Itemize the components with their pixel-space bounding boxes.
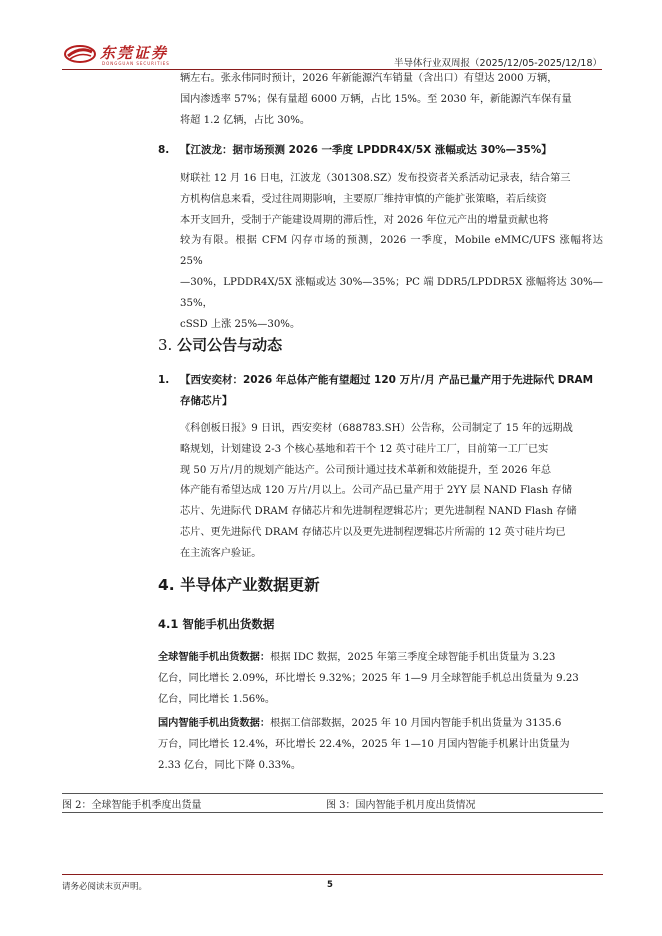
text-line bbox=[158, 648, 603, 669]
logo-chinese-text: 东莞证券 bbox=[100, 44, 169, 62]
item-number: 1. bbox=[158, 374, 170, 386]
text-line: 《科创板日报》9 日讯，西安奕材（688783.SH）公告称，公司制定了 15 年的远期战 bbox=[180, 423, 573, 434]
text-run: 根据 IDC 数据，2025 年第三季度全球智能手机出货量为 3.23 bbox=[270, 652, 556, 663]
section-4-heading: 4. 半导体产业数据更新 bbox=[158, 576, 320, 594]
item-title: 【江波龙：据市场预测 2026 一季度 LPDDR4X/5X 涨幅或达 30%—35%】 bbox=[180, 144, 552, 156]
news-item-8-body bbox=[180, 169, 603, 335]
section-3-heading bbox=[158, 334, 282, 355]
footer-disclaimer: 请务必阅读末页声明。 bbox=[62, 882, 148, 892]
text-line: 2.33 亿台，同比下降 0.33%。 bbox=[158, 759, 302, 771]
section-4-1-heading: 4.1 智能手机出货数据 bbox=[158, 617, 275, 631]
text-line: 将超 1.2 亿辆，占比 30%。 bbox=[180, 114, 311, 126]
section-title: 公司公告与动态 bbox=[177, 336, 283, 354]
logo-english-text: DONGGUAN SECURITIES bbox=[102, 61, 170, 66]
title-line: 存储芯片】 bbox=[180, 395, 233, 407]
footer-divider bbox=[62, 874, 603, 875]
report-title: 半导体行业双周报（2025/12/05-2025/12/18） bbox=[394, 58, 602, 69]
figure-2-caption: 图 2：全球智能手机季度出货量 bbox=[62, 800, 202, 811]
text-line: 亿台，同比增长 1.56%。 bbox=[158, 693, 276, 705]
text-line: 芯片、先进际代 DRAM 存储芯片和先进制程逻辑芯片；更先进制程 NAND Flash 存储 bbox=[180, 506, 577, 518]
news-item-1-body bbox=[180, 419, 603, 565]
title-line: 【西安奕材：2026 年总体产能有望超过 120 万片/月 产品已量产用于先进际代 DRAM bbox=[180, 374, 594, 386]
item-title bbox=[180, 370, 610, 412]
text-line: 在主流客户验证。 bbox=[180, 547, 262, 559]
page-header bbox=[62, 40, 602, 70]
logo-mark-icon bbox=[64, 44, 96, 64]
page-number: 5 bbox=[327, 880, 333, 890]
text-line: 辆左右。张永伟同时预计，2026 年新能源汽车销量（含出口）有望达 2000 万辆， bbox=[180, 73, 558, 84]
paragraph-lead: 国内智能手机出货数据： bbox=[158, 718, 271, 729]
text-line bbox=[158, 714, 603, 735]
figure-3-caption: 图 3：国内智能手机月度出货情况 bbox=[326, 800, 476, 811]
item-number: 8. bbox=[158, 144, 170, 156]
intro-paragraph bbox=[180, 69, 603, 131]
figure-caption-row bbox=[62, 793, 603, 813]
text-line: 现 50 万片/月的规划产能达产。公司预计通过技术革新和效能提升，至 2026 年总 bbox=[180, 464, 552, 476]
paragraph-lead: 全球智能手机出货数据： bbox=[158, 652, 271, 663]
text-line: 亿台，同比增长 2.09%，环比增长 9.32%；2025 年 1—9 月全球智能手机总出货量为 9.23 bbox=[158, 672, 579, 684]
text-run: 根据工信部数据，2025 年 10 月国内智能手机出货量为 3135.6 bbox=[270, 718, 562, 729]
text-line: 国内渗透率 57%；保有量超 6000 万辆，占比 15%。至 2030 年，新能源汽车保有量 bbox=[180, 93, 572, 105]
company-logo bbox=[64, 40, 204, 68]
text-line: 万台，同比增长 12.4%，环比增长 22.4%，2025 年 1—10 月国内智能手机累计出货量为 bbox=[158, 738, 570, 750]
section-number: 3. bbox=[158, 336, 173, 354]
text-line: 财联社 12 月 16 日电，江波龙（301308.SZ）发布投资者关系活动记录表，结合第三 bbox=[180, 173, 571, 184]
text-line: 方机构信息来看，受过往周期影响，主要原厂维持审慎的产能扩张策略，若后续资 bbox=[180, 193, 547, 205]
text-line: 芯片、更先进际代 DRAM 存储芯片以及更先进制程逻辑芯片所需的 12 英寸硅片均已 bbox=[180, 526, 566, 538]
text-line: 略规划，计划建设 2-3 个核心基地和若干个 12 英寸硅片工厂，目前第一工厂已实 bbox=[180, 443, 549, 455]
text-line: 体产能有希望达成 120 万片/月以上。公司产品已量产用于 2YY 层 NAND Flash 存储 bbox=[180, 485, 572, 497]
text-line: 较为有限。根据 CFM 闪存市场的预测，2026 一季度，Mobile eMMC/UFS 涨幅将达 25% bbox=[180, 235, 603, 268]
domestic-shipments-paragraph bbox=[158, 714, 603, 776]
text-line: 本开支回升，受制于产能建设周期的滞后性，对 2026 年位元产出的增量贡献也将 bbox=[180, 214, 549, 226]
text-line: cSSD 上涨 25%—30%。 bbox=[180, 318, 301, 330]
global-shipments-paragraph bbox=[158, 648, 603, 710]
text-line: —30%，LPDDR4X/5X 涨幅或达 30%—35%；PC 端 DDR5/LPDDR5X 涨幅将达 30%—35%， bbox=[180, 276, 603, 309]
